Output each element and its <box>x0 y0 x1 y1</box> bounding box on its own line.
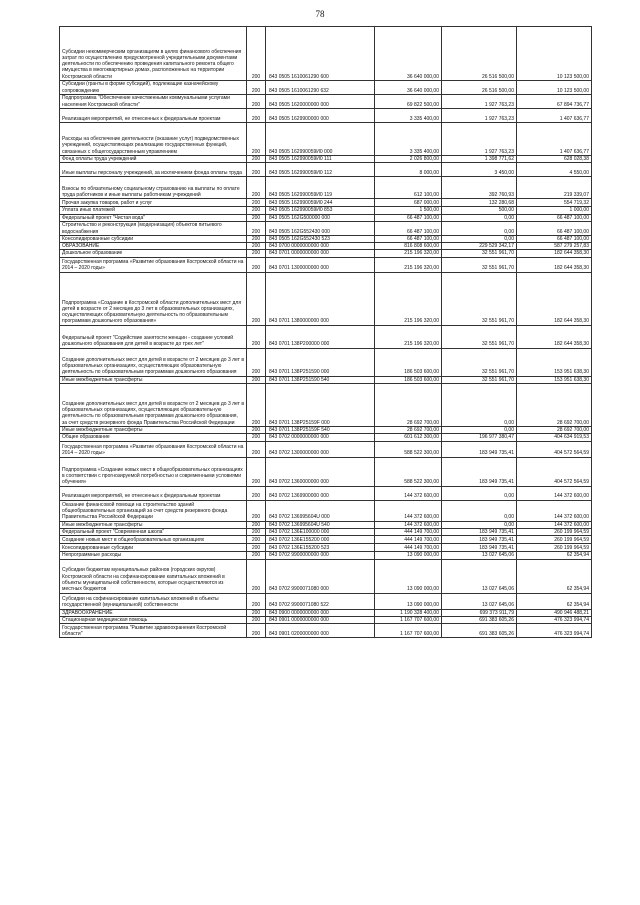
row-description: Государственная программа «Развитие образования Костромской области на 2014 – 2020 годы» <box>60 257 247 272</box>
row-classification: 843 0900 0000000000 000 <box>266 609 375 616</box>
row-executed: 1 927 763,23 <box>442 123 517 156</box>
row-remaining: 260 199 964,59 <box>517 544 592 552</box>
row-executed: 0,00 <box>442 486 517 500</box>
table-row <box>60 536 592 544</box>
table-row <box>60 609 592 616</box>
row-executed: 0,00 <box>442 221 517 235</box>
row-approved: 28 692 700,00 <box>375 384 442 427</box>
row-approved: 1 167 707 600,00 <box>375 616 442 623</box>
row-classification: 843 0505 162990059И0 244 <box>266 199 375 207</box>
row-description: Консолидированные субсидии <box>60 235 247 242</box>
table-row <box>60 250 592 257</box>
row-executed: 32 551 961,70 <box>442 325 517 348</box>
table-row <box>60 177 592 199</box>
row-code: 200 <box>247 123 266 156</box>
row-classification: 843 0702 136995604U 000 <box>266 500 375 521</box>
row-code: 200 <box>247 163 266 177</box>
row-code: 200 <box>247 207 266 214</box>
row-remaining: 404 634 919,53 <box>517 434 592 441</box>
row-classification: 843 0505 162G500000 000 <box>266 214 375 221</box>
row-code: 200 <box>247 250 266 257</box>
table-row <box>60 207 592 214</box>
row-approved: 687 000,00 <box>375 199 442 207</box>
row-description: Федеральный проект "Содействие занятости женщин - создание условий дошкольного образования для детей в возрасте до трех лет" <box>60 325 247 348</box>
row-description: Иные межбюджетные трансферты <box>60 427 247 434</box>
row-executed: 1 398 771,62 <box>442 156 517 163</box>
row-approved: 28 692 700,00 <box>375 427 442 434</box>
table-row <box>60 559 592 593</box>
table-row <box>60 325 592 348</box>
row-classification: 843 0702 136E155200 523 <box>266 544 375 552</box>
row-description: Федеральный проект "Современная школа" <box>60 528 247 535</box>
row-classification: 843 0505 162G552430 523 <box>266 235 375 242</box>
row-executed: 32 551 961,70 <box>442 272 517 325</box>
table-row <box>60 163 592 177</box>
row-approved: 588 522 300,00 <box>375 457 442 486</box>
table-row <box>60 624 592 638</box>
row-classification: 843 0700 0000000000 000 <box>266 243 375 250</box>
row-classification: 843 0701 1300000000 000 <box>266 257 375 272</box>
row-remaining: 10 123 500,00 <box>517 81 592 95</box>
table-row <box>60 521 592 528</box>
row-description: Иные межбюджетные трансферты <box>60 521 247 528</box>
row-approved: 36 640 000,00 <box>375 81 442 95</box>
row-approved: 13 090 000,00 <box>375 593 442 609</box>
row-classification: 843 0505 162990059И0 853 <box>266 207 375 214</box>
row-description: Общее образование <box>60 434 247 441</box>
row-approved: 1 190 328 400,00 <box>375 609 442 616</box>
row-approved: 215 196 320,00 <box>375 250 442 257</box>
row-classification: 843 0701 0000000000 000 <box>266 250 375 257</box>
row-classification: 843 0701 138P251590 540 <box>266 376 375 383</box>
table-row <box>60 243 592 250</box>
row-executed: 183 949 735,41 <box>442 457 517 486</box>
row-code: 200 <box>247 214 266 221</box>
row-code: 200 <box>247 609 266 616</box>
row-executed: 183 949 735,41 <box>442 544 517 552</box>
row-description: Строительство и реконструкция (модернизация) объектов питьевого водоснабжения <box>60 221 247 235</box>
table-row <box>60 552 592 559</box>
table-row <box>60 593 592 609</box>
row-executed: 32 551 961,70 <box>442 376 517 383</box>
table-row <box>60 457 592 486</box>
row-classification: 843 0505 162990059И0 119 <box>266 177 375 199</box>
row-executed: 26 516 500,00 <box>442 81 517 95</box>
row-approved: 588 522 300,00 <box>375 441 442 457</box>
table-row <box>60 95 592 109</box>
row-code: 200 <box>247 384 266 427</box>
row-remaining: 144 372 600,00 <box>517 486 592 500</box>
row-classification: 843 0505 162990059И0 000 <box>266 123 375 156</box>
row-code: 200 <box>247 521 266 528</box>
table-row <box>60 348 592 376</box>
row-executed: 0,00 <box>442 427 517 434</box>
row-remaining: 4 550,00 <box>517 163 592 177</box>
row-description: Стационарная медицинская помощь <box>60 616 247 623</box>
row-executed: 32 551 961,70 <box>442 257 517 272</box>
table-row <box>60 214 592 221</box>
row-approved: 13 090 000,00 <box>375 552 442 559</box>
row-classification: 843 0505 1629900000 000 <box>266 109 375 123</box>
row-approved: 3 335 400,00 <box>375 123 442 156</box>
row-description: Оказание финансовой помощи на строительство зданий общеобразовательных организаций за счет средств резервного фонда Правительства Российской Федерации <box>60 500 247 521</box>
row-approved: 816 808 600,00 <box>375 243 442 250</box>
budget-table <box>59 26 592 638</box>
row-remaining: 153 951 638,30 <box>517 376 592 383</box>
row-approved: 3 335 400,00 <box>375 109 442 123</box>
row-approved: 36 640 000,00 <box>375 27 442 81</box>
row-classification: 843 0901 0200000000 000 <box>266 624 375 638</box>
row-remaining: 144 372 600,00 <box>517 500 592 521</box>
table-row <box>60 156 592 163</box>
row-approved: 144 372 600,00 <box>375 521 442 528</box>
row-approved: 1 500,00 <box>375 207 442 214</box>
budget-table-body <box>60 27 592 638</box>
row-classification: 843 0505 1620000000 000 <box>266 95 375 109</box>
table-row <box>60 500 592 521</box>
row-code: 200 <box>247 272 266 325</box>
row-executed: 392 760,93 <box>442 177 517 199</box>
row-approved: 69 822 500,00 <box>375 95 442 109</box>
row-remaining: 490 946 488,21 <box>517 609 592 616</box>
row-classification: 843 0702 136E100000 000 <box>266 528 375 535</box>
row-approved: 8 000,00 <box>375 163 442 177</box>
row-remaining: 554 719,32 <box>517 199 592 207</box>
row-classification: 843 0505 1610061290 632 <box>266 81 375 95</box>
row-executed: 13 027 645,06 <box>442 593 517 609</box>
row-code: 200 <box>247 243 266 250</box>
row-approved: 186 503 600,00 <box>375 348 442 376</box>
row-description: Государственная программа "Развитие здравоохранения Костромской области" <box>60 624 247 638</box>
row-executed: 183 949 735,41 <box>442 441 517 457</box>
table-row <box>60 81 592 95</box>
table-row <box>60 199 592 207</box>
row-classification: 843 0901 0000000000 000 <box>266 616 375 623</box>
row-approved: 612 100,00 <box>375 177 442 199</box>
row-approved: 13 090 000,00 <box>375 559 442 593</box>
row-description: Создание дополнительных мест для детей в возрасте от 2 месяцев до 3 лет в образовательных организациях, осуществляющих образовательную деятельность по образовательным программам дошкольного образования <box>60 348 247 376</box>
row-remaining: 67 894 736,77 <box>517 95 592 109</box>
row-description: Иные выплаты персоналу учреждений, за исключением фонда оплаты труда <box>60 163 247 177</box>
row-description: ЗДРАВООХРАНЕНИЕ <box>60 609 247 616</box>
row-description: Федеральный проект "Чистая вода" <box>60 214 247 221</box>
row-remaining: 476 323 994,74 <box>517 624 592 638</box>
table-row <box>60 544 592 552</box>
row-classification: 843 0505 162990059И0 112 <box>266 163 375 177</box>
row-executed: 0,00 <box>442 500 517 521</box>
row-remaining: 182 644 358,30 <box>517 250 592 257</box>
row-description: Дошкольное образование <box>60 250 247 257</box>
table-row <box>60 221 592 235</box>
row-description: ОБРАЗОВАНИЕ <box>60 243 247 250</box>
row-remaining: 404 572 564,59 <box>517 457 592 486</box>
row-code: 200 <box>247 528 266 535</box>
row-approved: 66 487 100,00 <box>375 235 442 242</box>
row-description: Реализация мероприятий, не отнесенных к федеральным проектам <box>60 109 247 123</box>
table-row <box>60 384 592 427</box>
row-description: Подпрограмма «Создание в Костромской области дополнительных мест для детей в возрасте от 2 месяцев до 3 лет в образовательных организациях, осуществляющих образовательную деятельность по образовательным программам дошкольного образования» <box>60 272 247 325</box>
row-classification: 843 0701 1380000000 000 <box>266 272 375 325</box>
row-remaining: 182 644 358,30 <box>517 325 592 348</box>
row-code: 200 <box>247 616 266 623</box>
row-description: Субсидии на софинансирование капитальных вложений в объекты государственной (муниципальной) собственности <box>60 593 247 609</box>
table-row <box>60 272 592 325</box>
row-code: 200 <box>247 81 266 95</box>
row-approved: 186 503 600,00 <box>375 376 442 383</box>
row-approved: 1 167 707 600,00 <box>375 624 442 638</box>
row-description: Уплата иных платежей <box>60 207 247 214</box>
row-remaining: 66 487 100,00 <box>517 235 592 242</box>
row-code: 200 <box>247 177 266 199</box>
row-approved: 66 487 100,00 <box>375 214 442 221</box>
row-classification: 843 0505 162G552430 000 <box>266 221 375 235</box>
row-executed: 3 450,00 <box>442 163 517 177</box>
table-row <box>60 109 592 123</box>
row-approved: 2 026 800,00 <box>375 156 442 163</box>
row-approved: 144 372 600,00 <box>375 486 442 500</box>
row-description: Субсидии бюджетам муниципальных районов (городских округов) Костромской области на софинансирование капитальных вложений в объекты муниципальной собственности, которые осуществляются из местных бюджетов <box>60 559 247 593</box>
row-description: Подпрограмма "Обеспечение качественными коммунальными услугами населения Костромской области" <box>60 95 247 109</box>
row-executed: 13 027 645,06 <box>442 552 517 559</box>
row-executed: 26 516 500,00 <box>442 27 517 81</box>
row-classification: 843 0702 136E155200 000 <box>266 536 375 544</box>
row-remaining: 260 199 964,59 <box>517 528 592 535</box>
row-code: 200 <box>247 199 266 207</box>
row-remaining: 62 354,94 <box>517 593 592 609</box>
row-approved: 601 612 300,00 <box>375 434 442 441</box>
row-approved: 444 149 700,00 <box>375 528 442 535</box>
row-description: Иные межбюджетные трансферты <box>60 376 247 383</box>
row-executed: 1 927 763,23 <box>442 95 517 109</box>
row-approved: 144 372 600,00 <box>375 500 442 521</box>
row-classification: 843 0702 1300000000 000 <box>266 441 375 457</box>
row-approved: 215 196 320,00 <box>375 257 442 272</box>
table-row <box>60 376 592 383</box>
row-approved: 215 196 320,00 <box>375 272 442 325</box>
row-classification: 843 0702 9900071080 000 <box>266 559 375 593</box>
row-description: Фонд оплаты труда учреждений <box>60 156 247 163</box>
row-classification: 843 0505 1610061290 600 <box>266 27 375 81</box>
table-row <box>60 528 592 535</box>
table-row <box>60 434 592 441</box>
row-code: 200 <box>247 325 266 348</box>
row-approved: 444 149 700,00 <box>375 544 442 552</box>
row-executed: 32 551 961,70 <box>442 250 517 257</box>
row-executed: 132 280,68 <box>442 199 517 207</box>
row-code: 200 <box>247 559 266 593</box>
row-description: Консолидированные субсидии <box>60 544 247 552</box>
row-executed: 0,00 <box>442 521 517 528</box>
row-code: 200 <box>247 593 266 609</box>
row-classification: 843 0701 138P25159F 000 <box>266 384 375 427</box>
table-row <box>60 123 592 156</box>
row-code: 200 <box>247 235 266 242</box>
table-row <box>60 616 592 623</box>
row-code: 200 <box>247 27 266 81</box>
row-remaining: 28 692 700,00 <box>517 427 592 434</box>
row-classification: 843 0701 138P251590 000 <box>266 348 375 376</box>
row-classification: 843 0702 0000000000 000 <box>266 434 375 441</box>
table-row <box>60 441 592 457</box>
table-row <box>60 235 592 242</box>
row-executed: 0,00 <box>442 214 517 221</box>
row-code: 200 <box>247 427 266 434</box>
row-executed: 229 529 342,17 <box>442 243 517 250</box>
row-remaining: 66 487 100,00 <box>517 214 592 221</box>
row-remaining: 587 279 257,83 <box>517 243 592 250</box>
row-code: 200 <box>247 486 266 500</box>
row-approved: 66 487 100,00 <box>375 221 442 235</box>
row-executed: 691 383 605,26 <box>442 624 517 638</box>
row-remaining: 219 339,07 <box>517 177 592 199</box>
row-executed: 691 383 605,26 <box>442 616 517 623</box>
row-remaining: 404 572 564,59 <box>517 441 592 457</box>
table-row <box>60 486 592 500</box>
row-description: Расходы на обеспечение деятельности (оказание услуг) подведомственных учреждений, осуществляющих реализацию государственных функций, связанных с общегосударственным управлением <box>60 123 247 156</box>
row-executed: 32 551 961,70 <box>442 348 517 376</box>
row-remaining: 28 692 700,00 <box>517 384 592 427</box>
row-description: Создание новых мест в общеобразовательных организациях <box>60 536 247 544</box>
table-row <box>60 257 592 272</box>
row-remaining: 10 123 500,00 <box>517 27 592 81</box>
row-description: Прочая закупка товаров, работ и услуг <box>60 199 247 207</box>
row-remaining: 182 644 358,30 <box>517 272 592 325</box>
row-classification: 843 0505 162990059И0 111 <box>266 156 375 163</box>
row-remaining: 182 644 358,30 <box>517 257 592 272</box>
row-executed: 183 949 735,41 <box>442 536 517 544</box>
row-code: 200 <box>247 441 266 457</box>
row-classification: 843 0702 1369900000 000 <box>266 486 375 500</box>
row-classification: 843 0702 9900071080 522 <box>266 593 375 609</box>
row-description: Реализация мероприятий, не отнесенных к федеральным проектам <box>60 486 247 500</box>
row-description: Субсидии (гранты в форме субсидий), подлежащие казначейскому сопровождению <box>60 81 247 95</box>
row-code: 200 <box>247 544 266 552</box>
row-executed: 0,00 <box>442 235 517 242</box>
row-executed: 1 927 763,23 <box>442 109 517 123</box>
table-row <box>60 27 592 81</box>
row-remaining: 1 407 636,77 <box>517 109 592 123</box>
row-approved: 215 196 320,00 <box>375 325 442 348</box>
row-executed: 699 373 911,79 <box>442 609 517 616</box>
row-description: Субсидии некоммерческим организациям в целях финансового обеспечения затрат по осуществлению предусмотренной учредительными документами деятельности по обеспечению проведения капитального ремонта общего имущества в многоквартирных домах, расположенных на территории Костромской области <box>60 27 247 81</box>
row-executed: 196 977 380,47 <box>442 434 517 441</box>
row-code: 200 <box>247 109 266 123</box>
row-description: Подпрограмма «Создание новых мест в общеобразовательных организациях в соответствии с прогнозируемой потребностью и современными условиями обучения» <box>60 457 247 486</box>
row-remaining: 62 354,94 <box>517 552 592 559</box>
row-code: 200 <box>247 624 266 638</box>
row-classification: 843 0702 1360000000 000 <box>266 457 375 486</box>
row-description: Государственная программа «Развитие образования Костромской области на 2014 – 2020 годы» <box>60 441 247 457</box>
row-executed: 183 949 735,41 <box>442 528 517 535</box>
row-code: 200 <box>247 434 266 441</box>
table-row <box>60 427 592 434</box>
row-classification: 843 0702 9900000000 000 <box>266 552 375 559</box>
row-executed: 0,00 <box>442 384 517 427</box>
row-executed: 500,00 <box>442 207 517 214</box>
row-code: 200 <box>247 348 266 376</box>
row-remaining: 1 000,00 <box>517 207 592 214</box>
row-classification: 843 0702 136995604U 540 <box>266 521 375 528</box>
row-code: 200 <box>247 156 266 163</box>
row-remaining: 62 354,94 <box>517 559 592 593</box>
row-remaining: 153 951 638,30 <box>517 348 592 376</box>
page-number: 78 <box>315 9 325 19</box>
row-description: Создание дополнительных мест для детей в возрасте от 2 месяцев до 3 лет в образовательных организациях, осуществляющих образовательную деятельность по образовательным программам дошкольного образования, за счет средств резервного фонда Правительства Российской Федерации <box>60 384 247 427</box>
row-code: 200 <box>247 221 266 235</box>
row-remaining: 260 199 964,59 <box>517 536 592 544</box>
row-approved: 444 149 700,00 <box>375 536 442 544</box>
row-remaining: 628 028,38 <box>517 156 592 163</box>
row-classification: 843 0701 138P200000 000 <box>266 325 375 348</box>
row-description: Непрограммные расходы <box>60 552 247 559</box>
row-remaining: 144 372 600,00 <box>517 521 592 528</box>
row-remaining: 66 487 100,00 <box>517 221 592 235</box>
row-executed: 13 027 645,06 <box>442 559 517 593</box>
row-description: Взносы по обязательному социальному страхованию на выплаты по оплате труда работников и иные выплаты работникам учреждений <box>60 177 247 199</box>
row-remaining: 476 323 994,74 <box>517 616 592 623</box>
row-remaining: 1 407 636,77 <box>517 123 592 156</box>
row-code: 200 <box>247 257 266 272</box>
row-code: 200 <box>247 536 266 544</box>
row-classification: 843 0701 138P25159F 540 <box>266 427 375 434</box>
row-code: 200 <box>247 457 266 486</box>
row-code: 200 <box>247 500 266 521</box>
row-code: 200 <box>247 376 266 383</box>
row-code: 200 <box>247 552 266 559</box>
row-code: 200 <box>247 95 266 109</box>
